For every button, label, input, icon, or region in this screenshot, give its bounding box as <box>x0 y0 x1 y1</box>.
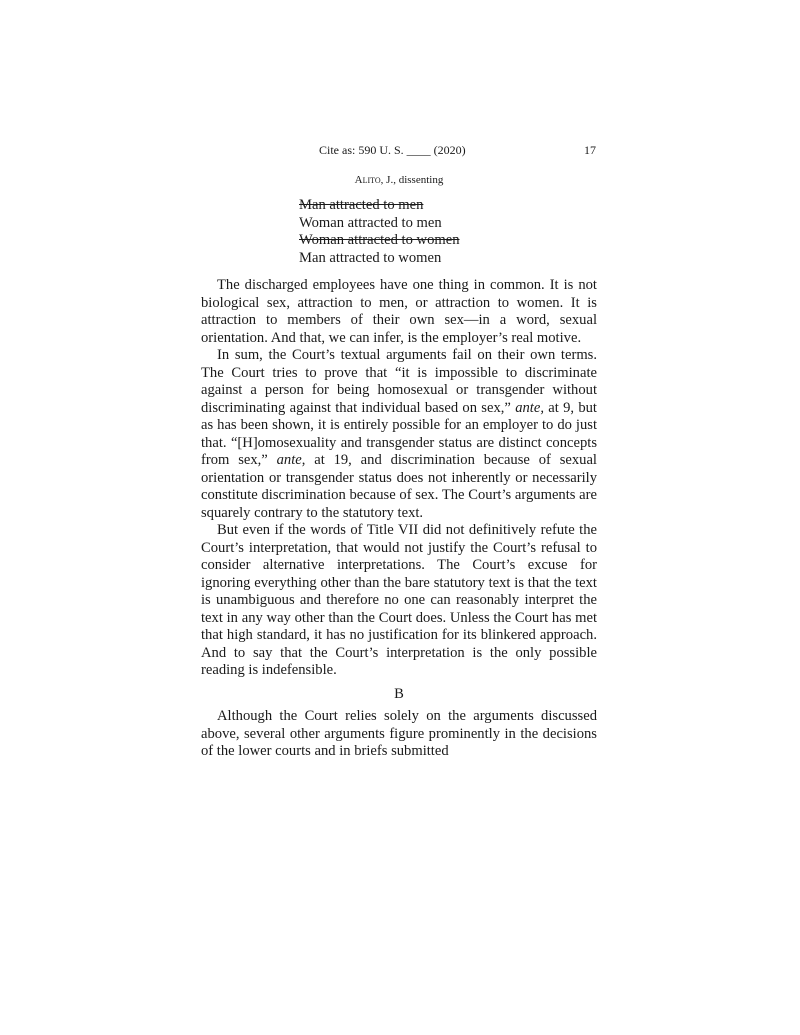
list-item: Man attracted to women <box>299 249 442 266</box>
list-item: Woman attracted to men <box>299 214 442 231</box>
page-number: 17 <box>584 143 596 157</box>
paragraph-2 <box>201 347 597 522</box>
paragraph-2-part-a: In sum, the Court’s textual arguments fail on their own terms. The Court tries to prove that “it is impossible to discriminate against a person for being homosexual or transgender without discriminating against that individual based on sex,” <box>201 347 597 416</box>
attraction-list <box>299 197 597 267</box>
author-role: , J., dissenting <box>380 174 444 186</box>
list-item: Woman attracted to women <box>299 232 460 248</box>
paragraph-3: But even if the words of Title VII did not definitively refute the Court’s interpretation, that would not justify the Court’s refusal to consider alternative interpretations. The Court’s excuse for ignoring everything other than the bare statutory text is that the text is unambiguous and therefore no one can reasonably interpret the text in any way other than the Court does. Unless the Court has met that high standard, it has no justification for its blinkered approach. And to say that the Court’s interpretation is the only possible reading is indefensible. <box>201 522 597 678</box>
list-item: Man attracted to men <box>299 197 424 213</box>
running-head <box>201 173 597 187</box>
section-heading: B <box>394 685 404 702</box>
paragraph-2-part-c: , at 19, and discrimination because of sexual orientation or transgender status does not inherently or necessarily constitute discrimination because of sex. The Court’s arguments are squarely contrary to the statutory text. <box>201 452 597 521</box>
paragraph-2-part-b: at 9, but as has been shown, it is entirely possible for an employer to do just that. “[H]omosexuality and transgender status are distinct concepts from sex,” <box>201 399 597 468</box>
body-text <box>201 277 597 761</box>
citation: Cite as: 590 U. S. ____ (2020) <box>319 143 466 157</box>
author-name: Alito <box>354 174 381 186</box>
citation-ante: ante, <box>515 399 544 416</box>
paragraph-1: The discharged employees have one thing in common. It is not biological sex, attraction to men, or attraction to women. It is attraction to members of their own sex—in a word, sexual orientation. And that, we can infer, is the employer’s real motive. <box>201 277 597 346</box>
page-header <box>201 142 597 158</box>
citation-ante: ante <box>276 452 302 468</box>
document-page <box>201 142 597 761</box>
paragraph-4: Although the Court relies solely on the arguments discussed above, several other arguments figure prominently in the decisions of the lower courts and in briefs submitted <box>201 708 597 759</box>
